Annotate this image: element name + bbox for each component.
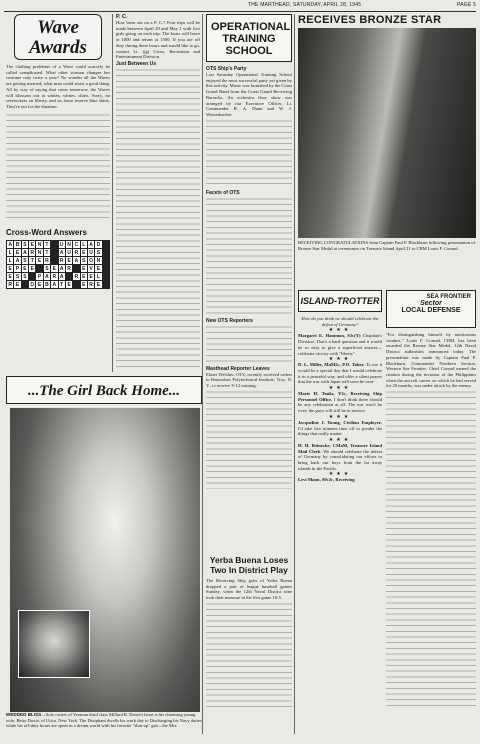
- crossword-cell: E: [82, 249, 86, 256]
- crossword-cell: T: [30, 257, 34, 264]
- bronze-star-title: RECEIVES BRONZE STAR: [298, 14, 442, 26]
- sea-frontier-body: "For distinguishing himself by meritorious conduct," Louis F. Conrad, CBM, has been awarded the Bronze Star Medal, 12th Naval District authorities announced today. The presentation was made by Captain Paul P. Blackburn, Commander Northern Section, Western Sea Frontier. Chief Conrad earned the citation during the invasion of the Philippines when the aircraft carrier on which he had served for 29 months, was under attack by the enemy.: [386, 332, 478, 389]
- crossword-cell: E: [37, 281, 42, 288]
- trotter-answer-name: Jacqueline J. Young, Civilian Employee.: [298, 419, 384, 425]
- crossword-cell: E: [15, 281, 20, 288]
- ots-title: OPERATIONAL TRAINING SCHOOL: [211, 21, 291, 57]
- crossword-grid: [6, 240, 110, 289]
- trotter-answer-name: Margaret E. Hammon, S1c(Y): [298, 333, 363, 339]
- crossword-cell: E: [23, 265, 27, 272]
- crossword-cell: R: [67, 265, 71, 272]
- crossword-cell: P: [37, 273, 42, 280]
- ots-reporters-head: New OTS Reporters: [206, 317, 253, 324]
- separator-stars: ★★★: [328, 472, 352, 478]
- crossword-cell: E: [82, 281, 86, 288]
- column-divider: [202, 14, 203, 734]
- crossword-cell: A: [23, 249, 27, 256]
- crossword-cell: U: [89, 249, 93, 256]
- crossword-cell: A: [52, 281, 57, 288]
- crossword-cell: R: [74, 249, 79, 256]
- trotter-answer-name: Levi Mann, S9c2c, Receiving: [298, 477, 356, 483]
- trotter-answer-name: Marie H. Tonks, Y2c, Receiving Ship Personnel Office.: [298, 391, 384, 402]
- trotter-answer-text: I don't think there should be any celebration at all. The war won't be over; the guys will still be in service.: [298, 396, 384, 414]
- sailor-inset-photo: [18, 610, 90, 678]
- trotter-answer-text: Chaplain's Division. That's a hard question and it would be so easy to give a superficial answer—celebrate victory with "liberty".: [298, 333, 384, 356]
- wave-awards-column: [6, 64, 110, 224]
- ots-leaves-more: [206, 389, 292, 489]
- trotter-answer-text: To me it would be a special day that I would celebrate it in a peaceful way, and offer a silent prayer that the war with Japan will soon be over.: [298, 362, 384, 385]
- bronze-star-ceremony-photo: [298, 28, 476, 238]
- sea-frontier-column: [386, 332, 476, 734]
- crossword-cell: E: [15, 249, 20, 256]
- crossword-cell: R: [52, 273, 57, 280]
- sea-frontier-title-bottom: LOCAL DEFENSE: [401, 307, 461, 314]
- crossword-title: Cross-Word Answers: [6, 228, 87, 237]
- ots-party-more: [206, 118, 292, 188]
- trotter-answer: [298, 391, 382, 414]
- crossword-cell: N: [96, 257, 101, 264]
- girl-back-home-banner: [6, 376, 202, 404]
- crossword-cell: R: [89, 281, 93, 288]
- pc-title: P. C.: [116, 14, 128, 20]
- crossword-cell: A: [45, 273, 49, 280]
- crossword-cell: D: [96, 241, 101, 248]
- trotter-answer-text: I'd take five minutes time off to ponder the things that really matter.: [298, 425, 384, 437]
- crossword-cell: R: [30, 249, 35, 256]
- crossword-cell: T: [60, 281, 64, 288]
- trotter-answer: [298, 477, 382, 483]
- separator-stars: ★★★: [328, 386, 352, 392]
- crossword-cell: L: [8, 249, 12, 256]
- crossword-cell: T: [45, 241, 49, 248]
- sea-frontier-title-mid: Sector: [420, 300, 442, 307]
- crossword-cell: A: [8, 241, 12, 248]
- crossword-cell: E: [96, 265, 101, 272]
- crossword-cell: O: [89, 257, 94, 264]
- crossword-cell: A: [15, 257, 20, 264]
- crossword-cell: T: [45, 249, 49, 256]
- crossword-cell: S: [23, 273, 27, 280]
- column-divider: [294, 14, 295, 734]
- wedded-bliss-caption: [6, 712, 202, 742]
- crossword-cell: [51, 249, 57, 256]
- crossword-cell: [66, 273, 72, 280]
- separator-stars: ★★★: [328, 357, 352, 363]
- pc-subhead: Just Between Us: [116, 60, 157, 67]
- crossword-cell: S: [82, 257, 86, 264]
- crossword-cell: A: [59, 273, 64, 280]
- crossword-section: [6, 228, 110, 354]
- crossword-cell: S: [45, 265, 49, 272]
- ots-banner: [206, 14, 292, 62]
- crossword-cell: [51, 241, 57, 248]
- crossword-cell: [36, 265, 42, 272]
- girl-portrait-photo: [10, 408, 200, 734]
- trotter-answer: [298, 420, 382, 437]
- pc-intro: How been out on a P. C.? Four trips will be made between April 29 and May 1 with five girls going on each trip. The boats will leave at 1000 and return at 1500. If you are off duty during these hours and would like to go, contact Lt. (jg) Gross, Recreation and Entertainment Division.: [116, 20, 202, 60]
- ots-party-body: Last Saturday Operational Training School enjoyed the most successful party yet given by this activity. Music was furnished by the Coast Guard Band from the Coast Guard Receiving Barracks. An orchestra floor show was arranged by our Executive Officer, Lt. Commander R. A. Dunn and W. J. Wasserbacher.: [206, 72, 294, 117]
- trotter-answer-text: We should celebrate the defeat of Germany by consolidating our efforts to bring back our boys from the far away islands in the Pacific.: [298, 448, 384, 471]
- crossword-cell: [73, 265, 79, 272]
- trotter-answer-name: H. H. Reinecke, CMaM, Treasure Island Mail Clerk.: [298, 442, 384, 454]
- masthead-rule: [4, 11, 476, 12]
- crossword-cell: L: [96, 273, 100, 280]
- wave-awards-body-text: [6, 112, 110, 222]
- trotter-answer: [298, 333, 382, 356]
- crossword-cell: N: [37, 241, 42, 248]
- yerba-buena-body: The Receiving Ship gobs of Yerba Buena dropped a pair of league baseball games Sunday, when the 12th Naval District nine took their measure in the first game 10-5.: [206, 578, 294, 601]
- crossword-cell: A: [59, 249, 64, 256]
- crossword-cell: E: [8, 273, 12, 280]
- wave-awards-intro: The clothing problems of a Wave could scarcely be called complicated. What other woman changes her costume only twice a year? No wonder all the Waves are getting married, what man could resist a good thing. All by way of saying that come tomorrow, the Waves will blossom out in whites, whites, shirts. Sorry, no seersuckers on liberty, and no loose reserve blue shirts. They're out for the duration.: [6, 64, 112, 109]
- crossword-cell: E: [37, 257, 42, 264]
- crossword-cell: A: [59, 265, 64, 272]
- ots-column: [206, 66, 292, 552]
- ots-leaves-head: Masthead Reporter Leaves: [206, 365, 270, 372]
- ots-facets-body: [206, 196, 292, 316]
- crossword-cell: [103, 241, 109, 248]
- crossword-cell: [103, 265, 109, 272]
- ots-party-head: OTS Ship's Party: [206, 66, 247, 72]
- separator-stars: ★★★: [328, 328, 352, 334]
- caption-text: —Solo owner of Yeoman third class Millard R. Doxie's heart is his charming young wife, Betty Doxie, of Utica, New York. The Dixiphant dwells his work day to Discharging his Navy duties while his off-duty hours are spent in a dream world with his favorite "shin-up" girl—the Mrs.: [6, 712, 202, 729]
- crossword-cell: [29, 273, 35, 280]
- crossword-cell: E: [52, 265, 56, 272]
- crossword-cell: S: [96, 249, 101, 256]
- crossword-cell: E: [30, 241, 34, 248]
- caption-lead: WEDDED BLISS: [6, 712, 42, 717]
- girl-back-home-title: ...The Girl Back Home...: [27, 383, 181, 399]
- crossword-cell: [103, 273, 109, 280]
- crossword-cell: C: [74, 241, 79, 248]
- ots-facets-head: Facets of OTS: [206, 189, 240, 196]
- crossword-cell: E: [67, 257, 71, 264]
- crossword-cell: B: [15, 241, 20, 248]
- crossword-cell: [22, 281, 28, 288]
- crossword-cell: U: [67, 249, 71, 256]
- sea-frontier-title-top: SEA FRONTIER: [426, 294, 471, 300]
- pc-column: [116, 14, 200, 372]
- sea-frontier-more: [386, 389, 476, 709]
- crossword-cell: L: [8, 257, 12, 264]
- crossword-cell: E: [89, 273, 93, 280]
- trotter-answer: [298, 443, 382, 472]
- wave-awards-title: Wave Awards: [29, 17, 87, 58]
- island-trotter-column: [298, 316, 382, 736]
- trotter-answer-name: D. L. Miller, MaM2c, P.O. Tabor.: [298, 362, 366, 368]
- island-trotter-question: How do you think we should celebrate the defeat of Germany?: [301, 316, 380, 327]
- crossword-cell: R: [74, 273, 79, 280]
- sea-frontier-banner: [386, 290, 476, 328]
- crossword-cell: E: [96, 281, 101, 288]
- yerba-buena-title: Yerba Buena Loses Two In District Play: [209, 555, 289, 575]
- crossword-cell: R: [45, 257, 49, 264]
- crossword-cell: A: [74, 257, 79, 264]
- crossword-cell: [103, 257, 109, 264]
- crossword-cell: P: [15, 265, 20, 272]
- crossword-cell: U: [59, 241, 64, 248]
- crossword-cell: E: [30, 265, 34, 272]
- island-trotter-answers: [298, 327, 382, 483]
- yerba-buena-more: [206, 601, 292, 711]
- crossword-cell: N: [67, 241, 71, 248]
- crossword-cell: R: [59, 257, 64, 264]
- separator-stars: ★★★: [328, 414, 352, 420]
- trotter-answer: [298, 362, 382, 385]
- crossword-cell: S: [15, 273, 20, 280]
- pc-body-text: [116, 67, 200, 367]
- column-divider: [112, 14, 113, 372]
- masthead-center: THE MARTHEAD, SATURDAY, APRIL 28, 1945: [248, 2, 362, 8]
- page-number: PAGE 5: [457, 2, 476, 8]
- island-trotter-banner: [298, 290, 382, 312]
- crossword-cell: L: [82, 241, 86, 248]
- crossword-cell: E: [82, 265, 86, 272]
- yerba-buena-article: [206, 556, 292, 742]
- crossword-cell: [73, 281, 79, 288]
- wave-awards-logo: [14, 14, 102, 60]
- crossword-cell: V: [89, 265, 93, 272]
- crossword-cell: E: [67, 281, 71, 288]
- ots-reporters-body: [206, 324, 292, 364]
- bronze-star-caption: RECEIVING CONGRATULATIONS from Captain Paul P. Blackburn following presentation of Bronze Star Medal at ceremonies on Treasure Island April 21 to CBM Louis F. Conrad.: [298, 240, 476, 251]
- crossword-cell: [103, 281, 109, 288]
- island-trotter-title: ISLAND-TROTTER: [300, 296, 380, 306]
- masthead: [248, 2, 476, 11]
- crossword-cell: [51, 257, 57, 264]
- crossword-cell: E: [82, 273, 86, 280]
- crossword-cell: S: [23, 257, 27, 264]
- crossword-cell: N: [37, 249, 42, 256]
- bronze-star-headline: [298, 13, 476, 27]
- crossword-cell: A: [89, 241, 93, 248]
- crossword-cell: E: [8, 265, 12, 272]
- crossword-cell: B: [45, 281, 49, 288]
- crossword-cell: S: [23, 241, 27, 248]
- crossword-cell: D: [30, 281, 35, 288]
- separator-stars: ★★★: [328, 437, 352, 443]
- ots-leaves-body: Elmer Welcher, OTS, recently received orders to Rensselaer Polytechnical Institute, Troy, N. Y., to receive V-12 training.: [206, 371, 294, 389]
- crossword-cell: [103, 249, 109, 256]
- crossword-cell: R: [8, 281, 12, 288]
